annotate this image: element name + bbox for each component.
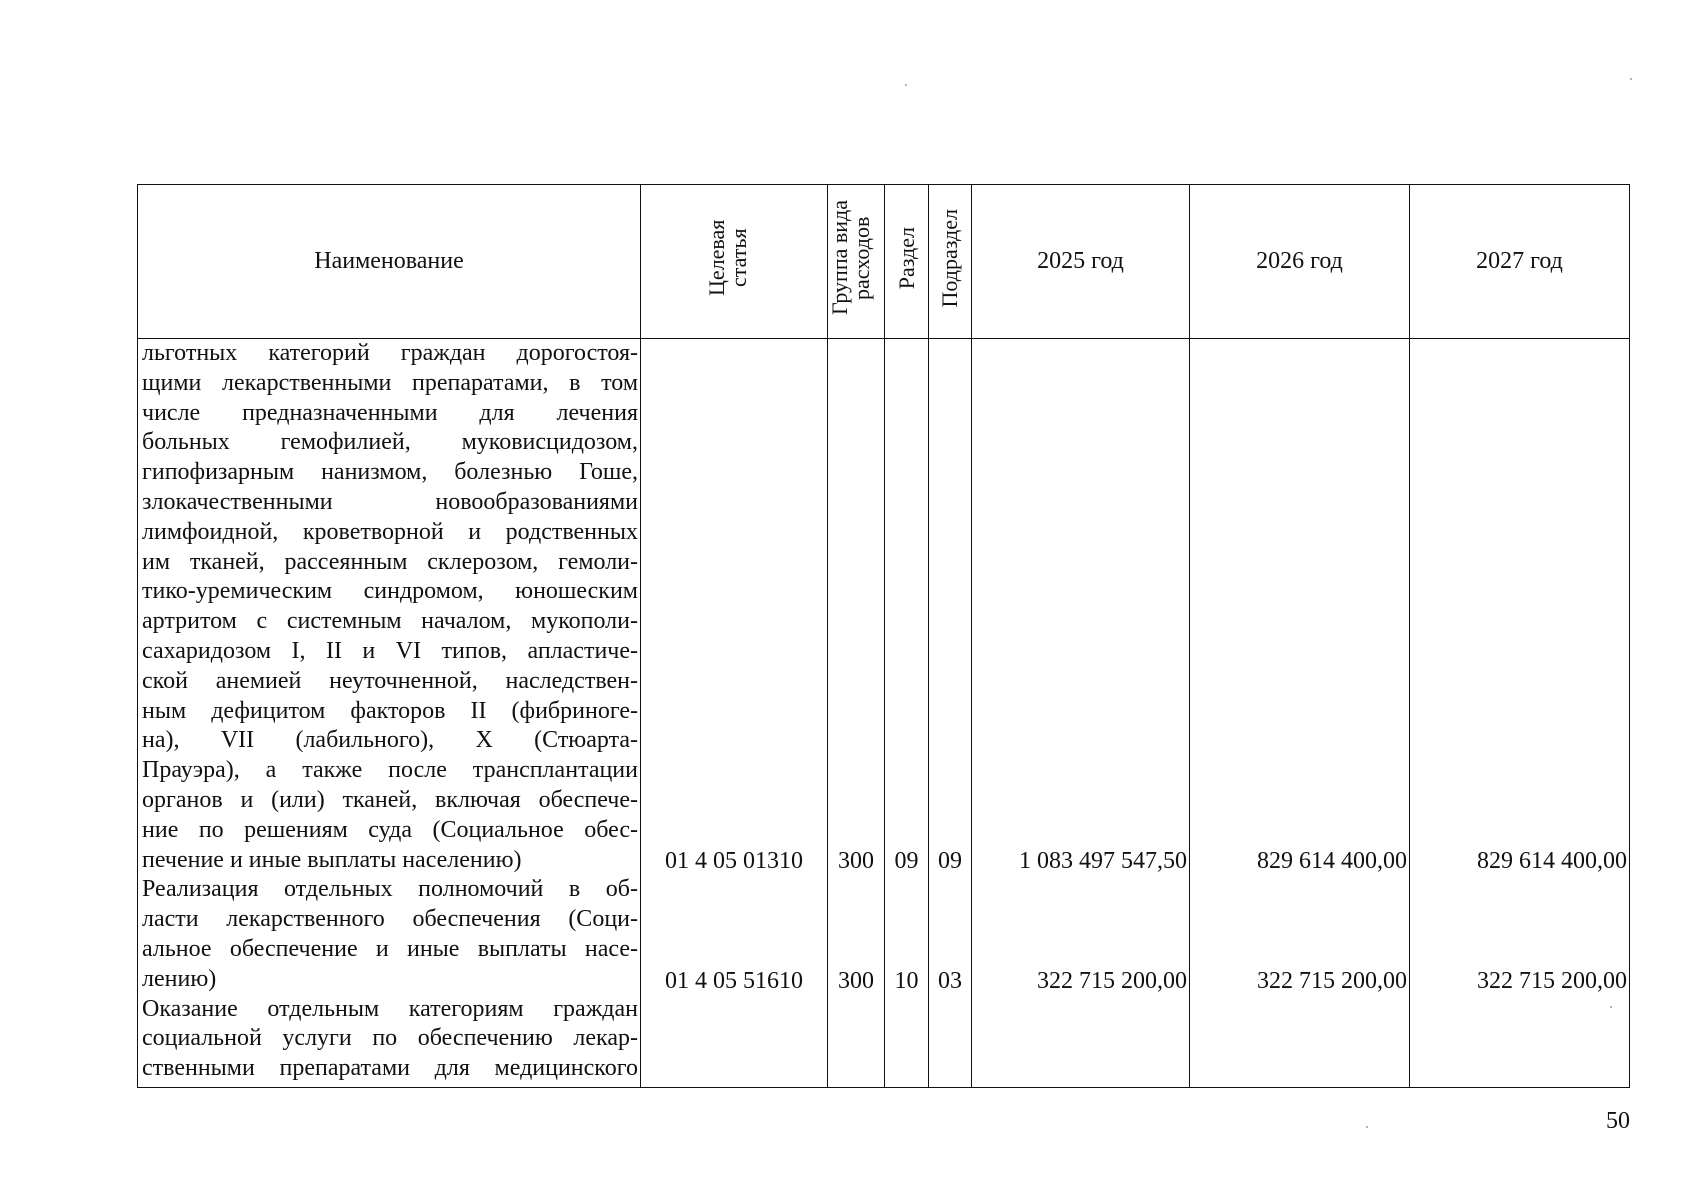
name-line: ственными препаратами для медицинского: [142, 1055, 638, 1082]
header-year-2026: [1190, 185, 1410, 339]
expense-group-value: 300: [838, 848, 874, 875]
section-cell: [885, 339, 929, 1088]
name-line: ласти лекарственного обеспечения (Соци-: [142, 906, 638, 933]
expense-group-cell: [828, 339, 885, 1088]
table-header-row: [138, 185, 1630, 339]
name-line: льготных категорий граждан дорогостоя-: [142, 340, 638, 366]
subsection-value: 03: [938, 967, 962, 994]
subsection-cell: [929, 339, 972, 1088]
header-section: [885, 185, 929, 339]
header-year-2027-text: 2027 год: [1476, 248, 1563, 274]
header-name-text: Наименование: [314, 248, 464, 274]
name-line: им тканей, рассеянным склерозом, гемоли-: [142, 548, 638, 575]
target-article-value: 01 4 05 51610: [665, 967, 803, 994]
year-2026-cell: [1190, 339, 1410, 1088]
target-article-cell: [641, 339, 828, 1088]
header-target-article-text: Целевая статья: [704, 219, 751, 297]
name-line: щими лекарственными препаратами, в том: [142, 369, 638, 396]
scan-speck: [1630, 78, 1632, 80]
amount-2025: 1 083 497 547,50: [1019, 848, 1187, 875]
name-line: Оказание отдельным категориям граждан: [142, 995, 638, 1022]
name-line: гипофизарным нанизмом, болезнью Гоше,: [142, 459, 638, 486]
header-target-article: [641, 185, 828, 339]
scan-speck: [1610, 1006, 1612, 1008]
name-line: печение и иные выплаты населению): [142, 846, 522, 873]
section-value: 09: [894, 848, 919, 875]
amount-2026: 322 715 200,00: [1257, 967, 1407, 994]
header-subsection: [929, 185, 972, 339]
name-line: ской анемией неуточненной, наследствен-: [142, 667, 638, 694]
section-value: 10: [894, 967, 919, 994]
header-name: [138, 185, 641, 339]
amount-2027: 322 715 200,00: [1477, 967, 1627, 994]
name-line: больных гемофилией, муковисцидозом,: [142, 429, 638, 456]
name-cell: [138, 339, 641, 1088]
name-line: сахаридозом I, II и VI типов, апластиче-: [142, 637, 638, 664]
year-2027-cell: [1410, 339, 1630, 1088]
header-year-2025-text: 2025 год: [1037, 248, 1124, 274]
header-year-2026-text: 2026 год: [1256, 248, 1343, 274]
name-line: Реализация отдельных полномочий в об-: [142, 876, 638, 903]
name-line: лимфоидной, кроветворной и родственных: [142, 518, 638, 545]
name-line: числе предназначенными для лечения: [142, 399, 638, 426]
name-line: тико-уремическим синдромом, юношеским: [142, 578, 638, 605]
amount-2025: 322 715 200,00: [1037, 967, 1187, 994]
header-expense-group-text: Группа вида расходов: [827, 200, 874, 316]
name-line: злокачественными новообразованиями: [142, 488, 638, 515]
name-line: лению): [142, 965, 217, 992]
scan-speck: [905, 84, 907, 86]
header-year-2027: [1410, 185, 1630, 339]
header-subsection-text: Подраздел: [937, 208, 962, 308]
name-line: ние по решениям суда (Социальное обес-: [142, 816, 638, 843]
name-line: ным дефицитом факторов II (фибриноге-: [142, 697, 638, 724]
header-expense-group: [828, 185, 885, 339]
year-2025-cell: [972, 339, 1190, 1088]
name-line: социальной услуги по обеспечению лекар-: [142, 1025, 638, 1052]
name-line: альное обеспечение и иные выплаты насе-: [142, 935, 638, 962]
name-line: артритом с системным началом, мукополи-: [142, 608, 638, 635]
header-section-text: Раздел: [893, 226, 919, 290]
expense-group-value: 300: [838, 967, 874, 994]
table-body-row: [138, 339, 1630, 1088]
name-line: на), VII (лабильного), X (Стюарта-: [142, 727, 638, 754]
amount-2026: 829 614 400,00: [1257, 848, 1407, 875]
target-article-value: 01 4 05 01310: [665, 848, 803, 875]
budget-table: [137, 184, 1630, 1088]
scan-speck: [1366, 1126, 1368, 1128]
subsection-value: 09: [938, 848, 962, 875]
page-number: 50: [1606, 1108, 1630, 1134]
amount-2027: 829 614 400,00: [1477, 848, 1627, 875]
header-year-2025: [972, 185, 1190, 339]
name-line: Прауэра), а также после трансплантации: [142, 757, 638, 784]
name-line: органов и (или) тканей, включая обеспече-: [142, 786, 638, 813]
